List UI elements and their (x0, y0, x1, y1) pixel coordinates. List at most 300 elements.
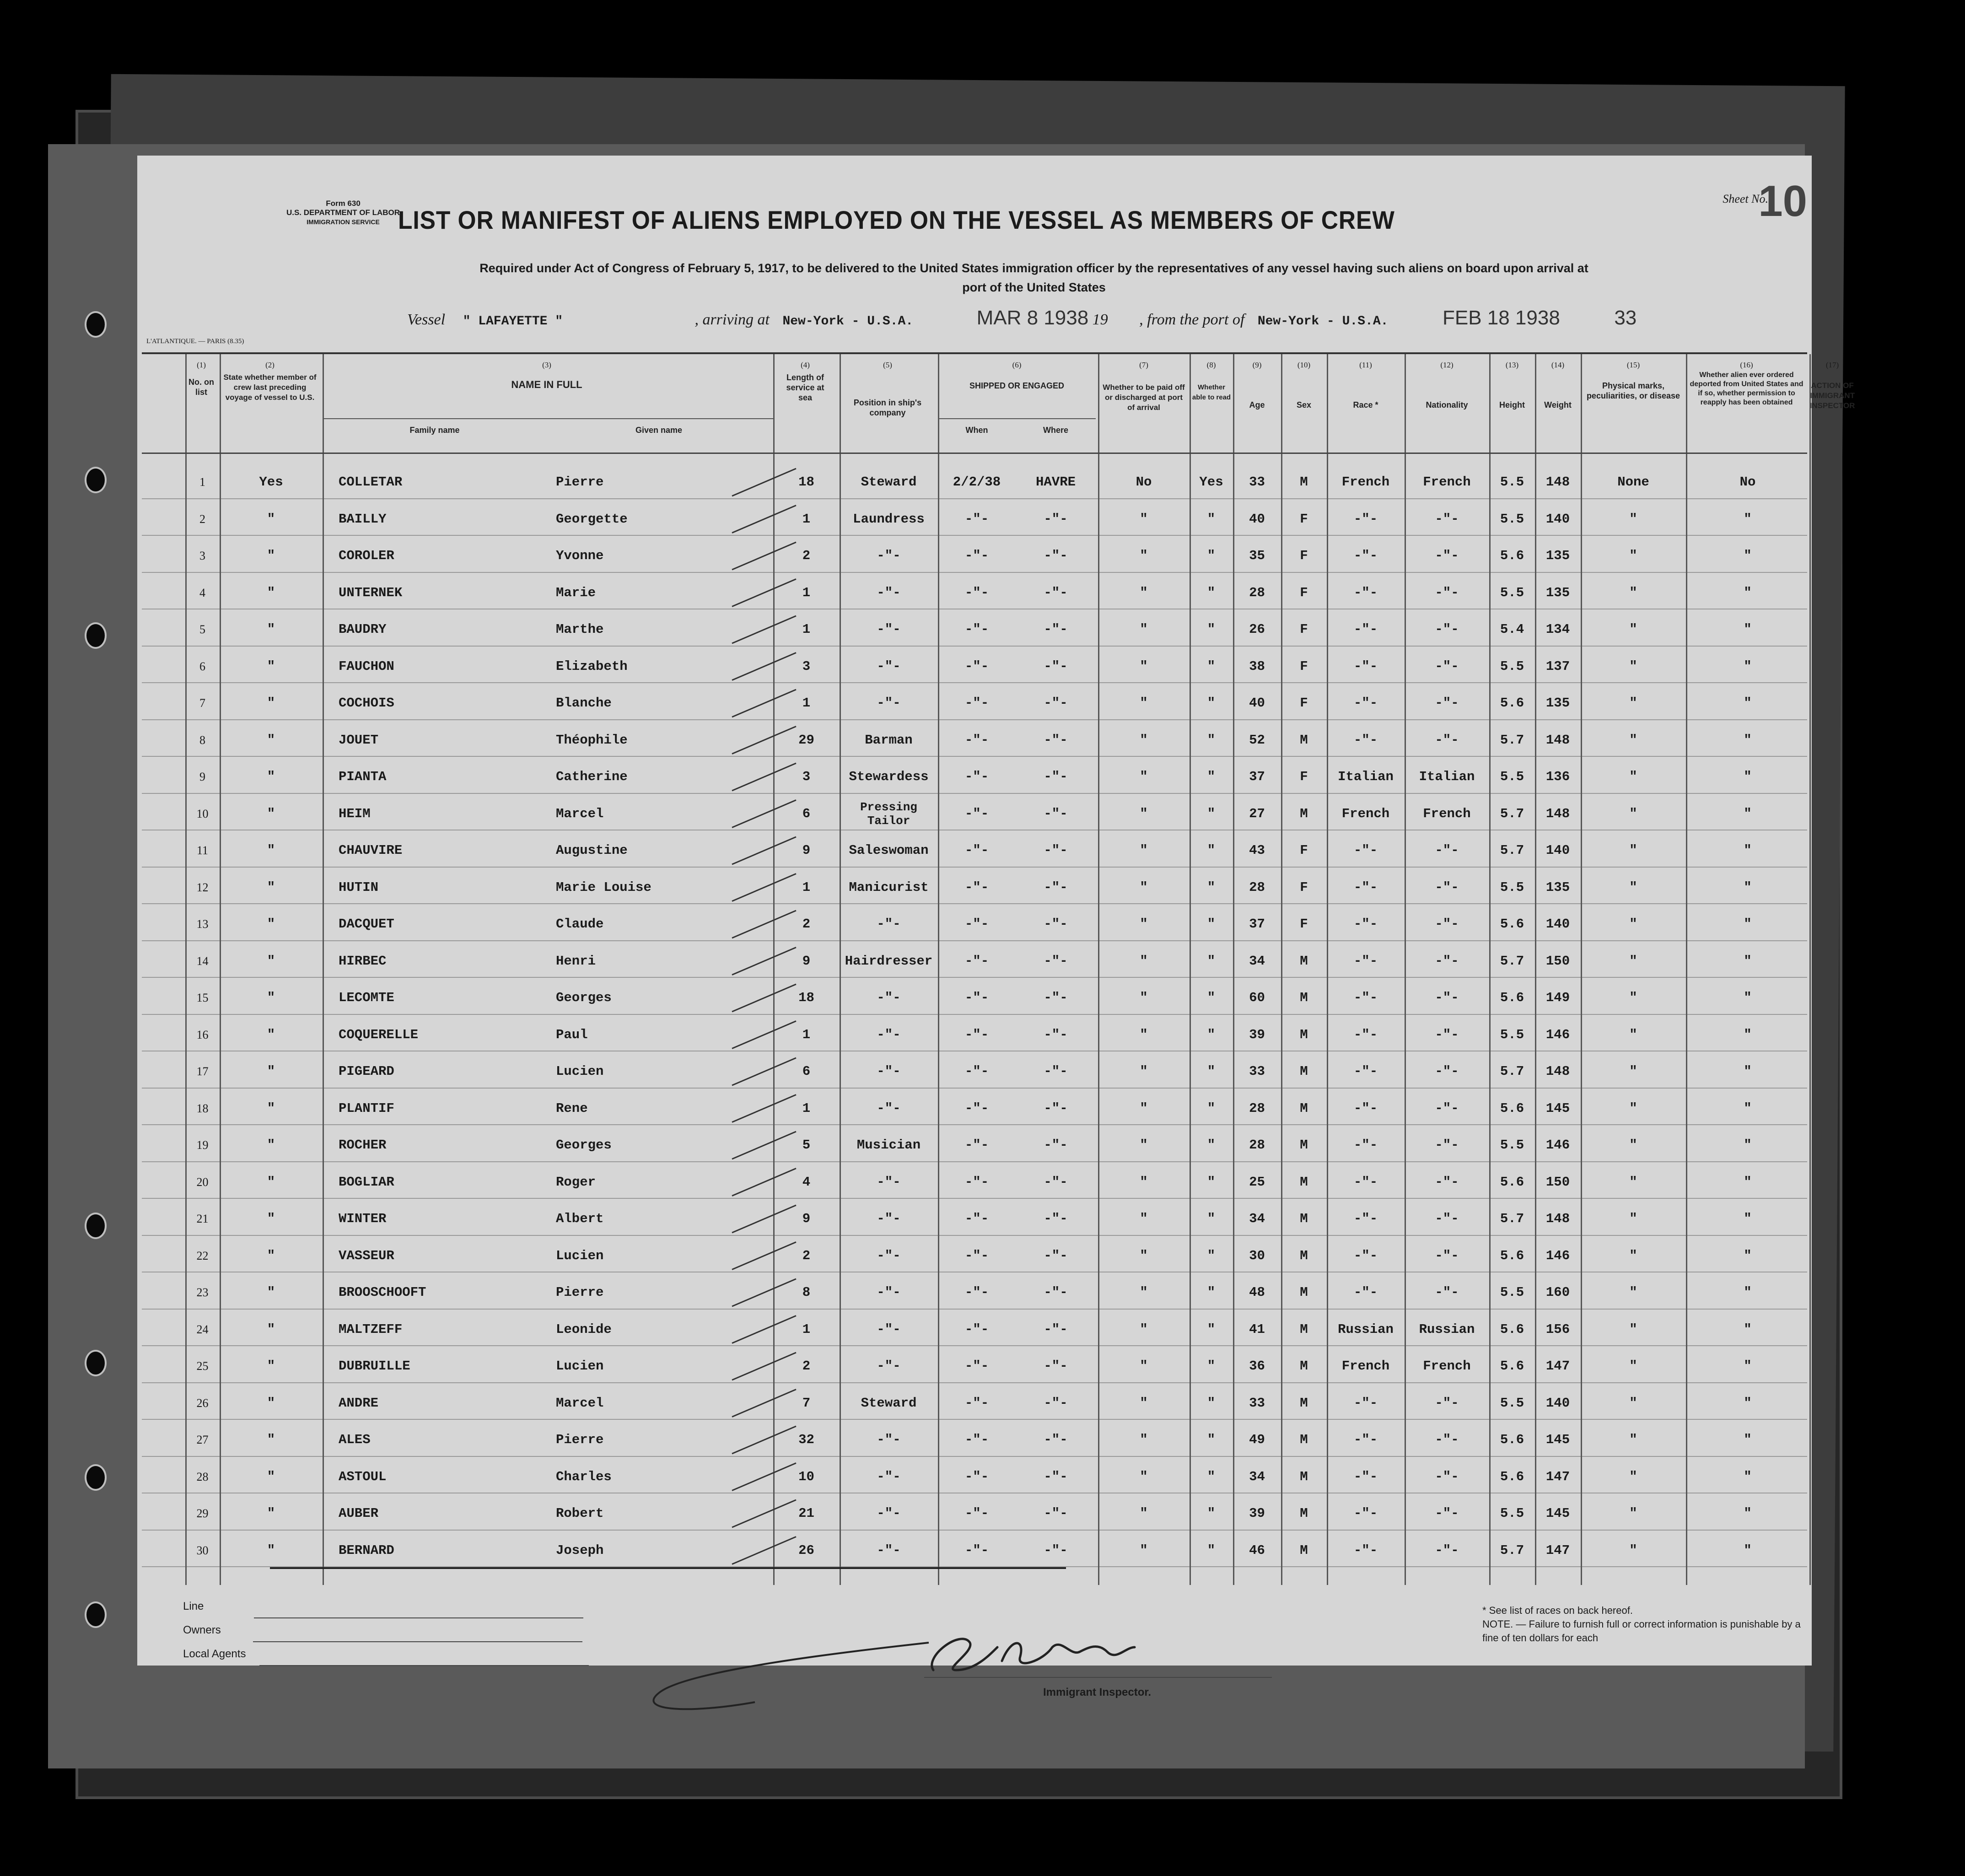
cell-deported: " (1744, 548, 1752, 563)
cell-when: -"- (964, 806, 989, 821)
cell-family: HUTIN (339, 879, 379, 895)
tally-mark (732, 984, 796, 1012)
cell-age: 26 (1249, 622, 1265, 637)
cell-where: -"- (1044, 879, 1068, 895)
cell-prev: " (267, 879, 275, 895)
cell-read: " (1207, 843, 1216, 858)
cell-service: 1 (802, 511, 811, 527)
cell-age: 40 (1249, 511, 1265, 527)
cell-height: 5.6 (1500, 1358, 1524, 1374)
cell-when: -"- (964, 695, 989, 711)
cell-weight: 136 (1545, 769, 1570, 784)
cell-weight: 134 (1545, 622, 1570, 637)
cell-age: 28 (1249, 585, 1265, 600)
cell-no: 21 (196, 1212, 209, 1225)
cell-where: -"- (1044, 695, 1068, 711)
cell-weight: 140 (1545, 511, 1570, 527)
cell-marks: " (1629, 1432, 1637, 1447)
tally-mark (732, 579, 796, 607)
col-num-7: (7) (1139, 361, 1148, 369)
cell-sex: M (1300, 1432, 1308, 1447)
cell-given: Pierre (556, 1285, 604, 1300)
tally-mark (732, 1279, 796, 1306)
cell-sex: M (1300, 1469, 1308, 1484)
cell-when: -"- (964, 548, 989, 563)
header-able-to-read: Whether able to read (1192, 383, 1231, 401)
cell-paid: " (1140, 1358, 1148, 1374)
cell-nationality: French (1423, 474, 1471, 490)
cell-read: " (1207, 1137, 1216, 1153)
tally-mark (732, 1500, 796, 1527)
cell-age: 28 (1249, 879, 1265, 895)
cell-no: 22 (196, 1249, 209, 1262)
cell-given: Yvonne (556, 548, 604, 563)
binder-hole (85, 622, 107, 649)
cell-where: -"- (1044, 1469, 1068, 1484)
cell-family: COLLETAR (339, 474, 403, 490)
tally-mark (732, 469, 796, 496)
cell-height: 5.7 (1500, 1211, 1524, 1226)
cell-weight: 137 (1545, 658, 1570, 674)
cell-marks: " (1629, 658, 1637, 674)
cell-sex: M (1300, 1248, 1308, 1263)
cell-family: BROOSCHOOFT (339, 1285, 426, 1300)
cell-given: Pierre (556, 1432, 604, 1447)
tally-mark (732, 874, 796, 901)
cell-when: -"- (964, 1137, 989, 1153)
cell-when: -"- (964, 1027, 989, 1042)
cell-no: 27 (196, 1433, 209, 1446)
cell-given: Blanche (556, 695, 612, 711)
cell-service: 2 (802, 548, 811, 563)
cell-where: -"- (1044, 1506, 1068, 1521)
vessel-line (407, 307, 1803, 329)
cell-weight: 140 (1545, 1395, 1570, 1411)
cell-height: 5.5 (1500, 1137, 1524, 1153)
cell-family: COCHOIS (339, 695, 394, 711)
cell-given: Lucien (556, 1358, 604, 1374)
cell-no: 1 (199, 475, 205, 489)
cell-deported: " (1744, 1542, 1752, 1558)
cell-marks: " (1629, 1100, 1637, 1116)
cell-weight: 135 (1545, 879, 1570, 895)
cell-race: French (1341, 1358, 1390, 1374)
tally-mark (732, 1021, 796, 1049)
col-num-1: (1) (197, 361, 206, 369)
cell-sex: F (1300, 769, 1308, 784)
cell-position: Hairdresser (845, 953, 933, 969)
cell-marks: " (1629, 1211, 1637, 1226)
cell-position: -"- (877, 1542, 901, 1558)
cell-race: -"- (1353, 1174, 1378, 1190)
cell-family: HEIM (339, 806, 371, 821)
cell-given: Leonide (556, 1321, 612, 1337)
cell-deported: " (1744, 1358, 1752, 1374)
cell-no: 6 (199, 659, 205, 673)
inspector-signature (906, 1601, 1272, 1693)
tally-mark (732, 1463, 796, 1491)
cell-nationality: Italian (1419, 769, 1475, 784)
cell-where: -"- (1044, 622, 1068, 637)
cell-height: 5.5 (1500, 1285, 1524, 1300)
cell-height: 5.7 (1500, 843, 1524, 858)
cell-marks: " (1629, 953, 1637, 969)
cell-read: " (1207, 990, 1216, 1005)
col-num-4: (4) (801, 361, 810, 369)
cell-no: 17 (196, 1065, 209, 1078)
cell-weight: 135 (1545, 548, 1570, 563)
cell-marks: " (1629, 585, 1637, 600)
cell-read: " (1207, 1542, 1216, 1558)
cell-read: " (1207, 1100, 1216, 1116)
tally-mark (732, 1537, 796, 1564)
cell-deported: " (1744, 769, 1752, 784)
cell-service: 6 (802, 806, 811, 821)
tally-mark (732, 1390, 796, 1417)
cell-read: " (1207, 916, 1216, 932)
cell-read: " (1207, 1248, 1216, 1263)
cell-height: 5.7 (1500, 953, 1524, 969)
sheet-number-value: 10 (1758, 177, 1807, 226)
tally-mark (732, 542, 796, 570)
cell-height: 5.4 (1500, 622, 1524, 637)
col-num-15: (15) (1626, 361, 1640, 369)
cell-deported: " (1744, 695, 1752, 711)
cell-deported: " (1744, 1506, 1752, 1521)
cell-read: " (1207, 953, 1216, 969)
cell-deported: " (1744, 1064, 1752, 1079)
cell-read: " (1207, 1395, 1216, 1411)
col-num-10: (10) (1297, 361, 1311, 369)
cell-weight: 145 (1545, 1100, 1570, 1116)
cell-when: -"- (964, 1432, 989, 1447)
cell-given: Roger (556, 1174, 596, 1190)
cell-prev: " (267, 1211, 275, 1226)
cell-race: -"- (1353, 695, 1378, 711)
cell-given: Catherine (556, 769, 628, 784)
cell-sex: M (1300, 806, 1308, 821)
cell-height: 5.7 (1500, 732, 1524, 748)
cell-sex: M (1300, 1285, 1308, 1300)
cell-nationality: -"- (1435, 1100, 1459, 1116)
header-sex: Sex (1296, 400, 1312, 410)
form-header-block (275, 199, 412, 226)
cell-when: -"- (964, 658, 989, 674)
cell-position: -"- (877, 1506, 901, 1521)
cell-service: 6 (802, 1064, 811, 1079)
cell-family: WINTER (339, 1211, 387, 1226)
cell-position: -"- (877, 1469, 901, 1484)
cell-race: Italian (1338, 769, 1394, 784)
cell-height: 5.5 (1500, 1027, 1524, 1042)
cell-prev: " (267, 1064, 275, 1079)
cell-no: 30 (196, 1543, 209, 1557)
cell-where: -"- (1044, 732, 1068, 748)
cell-service: 2 (802, 916, 811, 932)
cell-sex: F (1300, 879, 1308, 895)
cell-paid: " (1140, 1506, 1148, 1521)
cell-race: Russian (1338, 1321, 1394, 1337)
cell-service: 7 (802, 1395, 811, 1411)
cell-service: 9 (802, 1211, 811, 1226)
tally-mark (732, 727, 796, 754)
cell-sex: M (1300, 1358, 1308, 1374)
cell-read: " (1207, 1064, 1216, 1079)
cell-sex: M (1300, 1100, 1308, 1116)
cell-nationality: -"- (1435, 695, 1459, 711)
cell-race: -"- (1353, 548, 1378, 563)
cell-family: MALTZEFF (339, 1321, 403, 1337)
cell-read: Yes (1199, 474, 1223, 490)
cell-nationality: -"- (1435, 511, 1459, 527)
cell-deported: " (1744, 511, 1752, 527)
cell-height: 5.5 (1500, 1395, 1524, 1411)
cell-deported: " (1744, 1432, 1752, 1447)
cell-deported: " (1744, 732, 1752, 748)
cell-paid: " (1140, 1100, 1148, 1116)
cell-weight: 147 (1545, 1469, 1570, 1484)
cell-read: " (1207, 769, 1216, 784)
cell-where: -"- (1044, 990, 1068, 1005)
cell-service: 1 (802, 585, 811, 600)
cell-no: 13 (196, 917, 209, 931)
cell-deported: " (1744, 1395, 1752, 1411)
cell-deported: " (1744, 806, 1752, 821)
cell-height: 5.6 (1500, 1248, 1524, 1263)
header-when: When (965, 426, 988, 435)
cell-given: Charles (556, 1469, 612, 1484)
cell-when: -"- (964, 916, 989, 932)
cell-position: -"- (877, 1321, 901, 1337)
cell-deported: " (1744, 1100, 1752, 1116)
cell-marks: " (1629, 990, 1637, 1005)
cell-paid: " (1140, 1321, 1148, 1337)
tally-mark (732, 1353, 796, 1380)
departure-date-stamp: FEB 18 1938 (1442, 307, 1560, 329)
cell-family: LECOMTE (339, 990, 394, 1005)
cell-paid: " (1140, 622, 1148, 637)
cell-when: -"- (964, 1321, 989, 1337)
cell-height: 5.7 (1500, 806, 1524, 821)
cell-marks: " (1629, 1542, 1637, 1558)
cell-marks: " (1629, 806, 1637, 821)
cell-marks: " (1629, 1174, 1637, 1190)
cell-service: 1 (802, 695, 811, 711)
cell-nationality: -"- (1435, 732, 1459, 748)
cell-race: -"- (1353, 1432, 1378, 1447)
cell-paid: " (1140, 695, 1148, 711)
cell-position: Pressing Tailor (860, 800, 917, 828)
cell-race: -"- (1353, 1211, 1378, 1226)
footnote (1482, 1604, 1812, 1645)
cell-weight: 147 (1545, 1358, 1570, 1374)
cell-height: 5.5 (1500, 511, 1524, 527)
cell-prev: " (267, 843, 275, 858)
cell-family: VASSEUR (339, 1248, 394, 1263)
cell-nationality: -"- (1435, 1137, 1459, 1153)
cell-deported: " (1744, 1285, 1752, 1300)
cell-no: 7 (199, 696, 205, 710)
cell-paid: No (1136, 474, 1152, 490)
line-field (183, 1595, 589, 1618)
cell-service: 9 (802, 953, 811, 969)
cell-marks: " (1629, 1248, 1637, 1263)
cell-sex: M (1300, 990, 1308, 1005)
col-num-3: (3) (542, 361, 551, 369)
cell-race: -"- (1353, 1506, 1378, 1521)
cell-no: 29 (196, 1507, 209, 1520)
cell-where: -"- (1044, 916, 1068, 932)
cell-prev: Yes (259, 474, 283, 490)
cell-no: 23 (196, 1286, 209, 1299)
cell-no: 11 (196, 844, 209, 857)
cell-deported: " (1744, 585, 1752, 600)
cell-deported: " (1744, 990, 1752, 1005)
cell-family: UNTERNEK (339, 585, 403, 600)
cell-no: 26 (196, 1396, 209, 1410)
cell-paid: " (1140, 843, 1148, 858)
cell-where: -"- (1044, 1100, 1068, 1116)
cell-weight: 135 (1545, 695, 1570, 711)
cell-position: Stewardess (849, 769, 929, 784)
cell-service: 26 (798, 1542, 814, 1558)
subtitle (293, 259, 1775, 297)
cell-when: 2/2/38 (953, 474, 1001, 490)
cell-service: 1 (802, 1100, 811, 1116)
inspector-label: Immigrant Inspector. (1043, 1686, 1152, 1698)
cell-marks: " (1629, 1137, 1637, 1153)
cell-given: Paul (556, 1027, 588, 1042)
cell-marks: " (1629, 548, 1637, 563)
cell-age: 38 (1249, 658, 1265, 674)
cell-service: 2 (802, 1358, 811, 1374)
cell-family: JOUET (339, 732, 379, 748)
cell-given: Joseph (556, 1542, 604, 1558)
cell-weight: 148 (1545, 474, 1570, 490)
cell-no: 10 (196, 807, 209, 820)
department-name: U.S. DEPARTMENT OF LABOR (286, 208, 400, 217)
cell-service: 1 (802, 879, 811, 895)
year-label: 19 (1092, 311, 1108, 328)
cell-nationality: Russian (1419, 1321, 1475, 1337)
form-number: Form 630 (326, 199, 361, 208)
manifest-sheet (137, 156, 1855, 1698)
cell-no: 8 (199, 733, 205, 747)
cell-nationality: -"- (1435, 548, 1459, 563)
cell-sex: M (1300, 1027, 1308, 1042)
cell-paid: " (1140, 1542, 1148, 1558)
cell-position: -"- (877, 1064, 901, 1079)
cell-paid: " (1140, 1027, 1148, 1042)
cell-given: Georges (556, 1137, 612, 1153)
cell-position: -"- (877, 585, 901, 600)
cell-weight: 145 (1545, 1506, 1570, 1521)
cell-deported: " (1744, 622, 1752, 637)
cell-race: -"- (1353, 1248, 1378, 1263)
cell-position: Barman (865, 732, 913, 748)
cell-service: 18 (798, 474, 814, 490)
cell-where: -"- (1044, 1027, 1068, 1042)
col-num-9: (9) (1252, 361, 1262, 369)
cell-family: CHAUVIRE (339, 843, 403, 858)
cell-nationality: -"- (1435, 990, 1459, 1005)
cell-age: 46 (1249, 1542, 1265, 1558)
cell-where: -"- (1044, 1211, 1068, 1226)
cell-prev: " (267, 1469, 275, 1484)
cell-family: BAUDRY (339, 622, 387, 637)
cell-deported: " (1744, 1174, 1752, 1190)
cell-prev: " (267, 1542, 275, 1558)
cell-service: 10 (798, 1469, 814, 1484)
header-position: Position in ship's company (853, 398, 922, 417)
cell-where: -"- (1044, 585, 1068, 600)
cell-when: -"- (964, 1174, 989, 1190)
from-port-label: , from the port of (1139, 311, 1245, 328)
owners-label: Owners (183, 1624, 221, 1636)
cell-race: -"- (1353, 1395, 1378, 1411)
cell-sex: M (1300, 1321, 1308, 1337)
header-length-of-service: Length of service at sea (786, 373, 824, 402)
cell-family: COQUERELLE (339, 1027, 419, 1042)
header-paid-off: Whether to be paid off or discharged at port of arrival (1103, 383, 1185, 412)
cell-prev: " (267, 1432, 275, 1447)
cell-when: -"- (964, 1285, 989, 1300)
cell-read: " (1207, 1285, 1216, 1300)
arriving-label: , arriving at (694, 311, 770, 328)
arriving-port: New-York - U.S.A. (782, 314, 914, 329)
cell-read: " (1207, 1027, 1216, 1042)
cell-position: -"- (877, 695, 901, 711)
cell-service: 4 (802, 1174, 811, 1190)
cell-nationality: -"- (1435, 1211, 1459, 1226)
cell-race: -"- (1353, 658, 1378, 674)
cell-race: French (1341, 806, 1390, 821)
binder-hole (85, 1464, 107, 1491)
cell-height: 5.6 (1500, 695, 1524, 711)
arrival-date-stamp: MAR 8 1938 (976, 307, 1089, 329)
cell-given: Marie (556, 585, 596, 600)
cell-nationality: -"- (1435, 1174, 1459, 1190)
binder-hole (85, 311, 107, 338)
cell-race: -"- (1353, 1542, 1378, 1558)
cell-family: PLANTIF (339, 1100, 394, 1116)
cell-when: -"- (964, 732, 989, 748)
cell-race: -"- (1353, 916, 1378, 932)
cell-paid: " (1140, 1469, 1148, 1484)
cell-position: Laundress (853, 511, 925, 527)
cell-position: -"- (877, 548, 901, 563)
cell-age: 28 (1249, 1100, 1265, 1116)
cell-no: 5 (199, 623, 205, 636)
col-num-6: (6) (1012, 361, 1022, 369)
cell-weight: 150 (1545, 1174, 1570, 1190)
tally-mark (732, 1169, 796, 1196)
cell-where: HAVRE (1035, 474, 1076, 490)
cell-nationality: -"- (1435, 1542, 1459, 1558)
cell-prev: " (267, 990, 275, 1005)
cell-no: 28 (196, 1470, 209, 1483)
cell-age: 28 (1249, 1137, 1265, 1153)
cell-family: COROLER (339, 548, 394, 563)
cell-prev: " (267, 1137, 275, 1153)
cell-marks: " (1629, 695, 1637, 711)
cell-marks: " (1629, 1321, 1637, 1337)
pen-flourish (618, 1633, 938, 1716)
cell-prev: " (267, 1027, 275, 1042)
cell-prev: " (267, 732, 275, 748)
cell-read: " (1207, 1321, 1216, 1337)
cell-position: -"- (877, 1211, 901, 1226)
